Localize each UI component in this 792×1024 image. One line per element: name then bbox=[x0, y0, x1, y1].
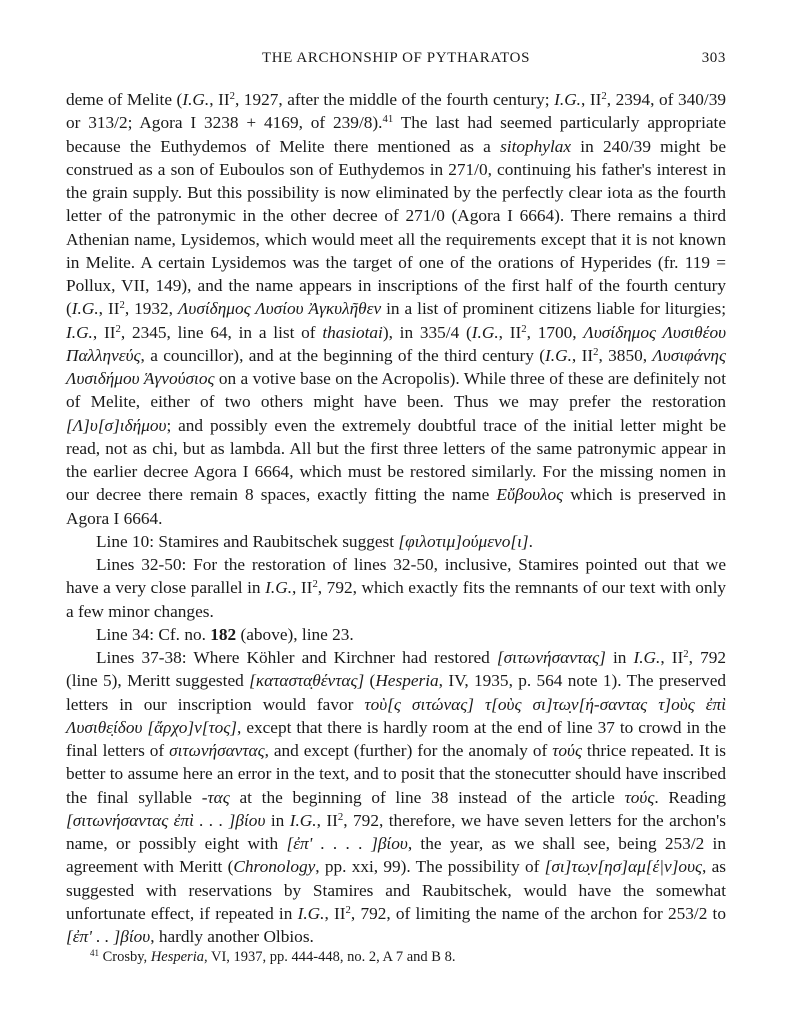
footnote-number: 41 bbox=[90, 948, 99, 959]
superscript-2: 2 bbox=[115, 322, 121, 335]
text-span: , and except (further) for the anomaly of bbox=[264, 741, 553, 760]
greek-text: [καταστα̣θέντας] bbox=[249, 671, 365, 691]
term-thasiotai: thasiotai bbox=[322, 322, 383, 342]
superscript-2: 2 bbox=[601, 90, 607, 103]
body-text bbox=[66, 88, 726, 948]
greek-text: τούς bbox=[624, 787, 655, 807]
text-span: , the year, as we shall see, being 253/2 in agreement with Meritt ( bbox=[66, 834, 726, 877]
citation-ig: I.G. bbox=[66, 322, 93, 342]
greek-text: σιτωνήσαντας bbox=[169, 741, 265, 760]
footnote-41 bbox=[90, 948, 730, 966]
text-span: , pp. xxi, 99). The possibility of bbox=[315, 857, 545, 877]
citation-ig: I.G. bbox=[554, 90, 582, 109]
book-chronology: Chronology bbox=[233, 857, 316, 877]
text-span: , 3850, bbox=[598, 345, 653, 365]
paragraph-1 bbox=[66, 88, 726, 530]
superscript-2: 2 bbox=[337, 810, 344, 823]
running-title: THE ARCHONSHIP OF PYTHARATOS bbox=[261, 50, 531, 66]
page-number: 303 bbox=[701, 50, 726, 66]
greek-text: -τας bbox=[201, 787, 230, 807]
greek-text: [σι]τω̣ν[ησ]αμ[έ|ν]ους bbox=[544, 857, 703, 877]
greek-text: τοὺ[ς σιτώνας] τ[οὺς σι]τω̣ν[ή-σαντας τ]οὺς ἐπὶ Λυσιθε̣ίδου [ἄρχο]ν[τος] bbox=[66, 694, 726, 737]
superscript-2: 2 bbox=[521, 322, 527, 335]
greek-text: Λυσίδημος Λυσίου Ἀγκυλῆθεν bbox=[177, 299, 382, 319]
text-span: , hardly another Olbios. bbox=[150, 927, 314, 946]
text-span: in a list of prominent citizens liable for liturgies; bbox=[381, 299, 727, 319]
text-span: , II bbox=[92, 322, 116, 342]
text-span: The last had seemed particularly appropriate because the Euthydemos of Melite there mentioned as a bbox=[66, 113, 727, 156]
text-span: , IV, 1935, p. 564 note 1). The preserved letters in our inscription would favor bbox=[66, 671, 727, 714]
text-span: Lines 37-38: Where Köhler and Kirchner had restored bbox=[96, 648, 497, 667]
text-span: , 792, which exactly fits the remnants of our text with only a few minor changes. bbox=[66, 578, 727, 621]
greek-text: [σιτωνήσαντας ἐπὶ . . . ]βίου bbox=[66, 810, 266, 830]
citation-ig: I.G. bbox=[545, 345, 572, 365]
greek-text: Εὔβουλος bbox=[496, 485, 564, 505]
term-sitophylax: sitophylax bbox=[500, 136, 572, 156]
text-span: , VI, 1937, pp. 444-448, no. 2, A 7 and B 8. bbox=[203, 949, 456, 965]
superscript-2: 2 bbox=[345, 903, 351, 916]
text-span: , a councillor), and at the beginning of the third century ( bbox=[140, 345, 546, 365]
citation-ig: I.G. bbox=[71, 299, 99, 319]
text-span: thrice repeated. It is better to assume here an error in the text, and to posit that the stonecutter should have inscribed the final syllable bbox=[66, 741, 726, 807]
text-span: , 1927, after the middle of the fourth century; bbox=[234, 90, 555, 109]
greek-text: [Λ]υ[σ]ιδήμου bbox=[66, 415, 167, 435]
paragraph-lines-37-38 bbox=[66, 646, 726, 948]
text-span: Crosby, bbox=[98, 949, 151, 965]
superscript-2: 2 bbox=[593, 345, 599, 358]
text-span: , 792 (line 5), Meritt suggested bbox=[66, 648, 726, 691]
journal-hesperia: Hesperia bbox=[150, 949, 204, 965]
text-span: in 240/39 might be construed as a son of Euboulos son of Euthydemos in 271/0, continuing his father's interest in the grain supply. But this possibility is now eliminated by the perfectly clear iota as the fourth letter of the patronymic in the other decree of 271/0 (Agora I 6664). There remains a third Athenian name, Lysidemos, which would meet all the requirements except that it is not known in Melite. A certain Lysidemos was the target of one of the orations of Hyperides (fr. 119 = Pollux, VII, 149), and the name appears in inscriptions of the first half of the fourth century ( bbox=[66, 136, 726, 319]
text-span: deme of Melite ( bbox=[66, 90, 183, 109]
text-span: which is preserved in Agora I 6664. bbox=[66, 485, 726, 528]
paragraph-line-34 bbox=[66, 623, 726, 646]
greek-text: [φιλοτιμ]ούμενο[ι] bbox=[398, 531, 529, 551]
citation-ig: I.G. bbox=[471, 322, 499, 342]
text-span: , II bbox=[581, 90, 602, 109]
superscript-2: 2 bbox=[312, 578, 318, 591]
text-span: at the beginning of line 38 instead of the article bbox=[229, 787, 625, 807]
text-span: ; and possibly even the extremely doubtful trace of the initial letter might be read, not as chi, but as lambda. All but the first three letters of the same patronymic appear in the earlier decree Agora I 6664, which must be restored similarly. For the missing nomen in our decree there remain 8 spaces, exactly fitting the name bbox=[66, 415, 726, 505]
greek-text: [σιτωνήσαντας] bbox=[496, 648, 606, 667]
text-span: , 1700, bbox=[526, 322, 584, 342]
text-span: Line 34: Cf. no. bbox=[96, 624, 211, 644]
text-span: , II bbox=[324, 903, 346, 923]
citation-ig: I.G. bbox=[182, 90, 210, 109]
text-span: (above), line 23. bbox=[236, 624, 354, 644]
greek-text: [ἐπ' . . ]βίου bbox=[66, 927, 151, 946]
text-span: , except that there is hardly room at the end of line 37 to crowd in the final letters of bbox=[66, 717, 726, 760]
greek-text: Λυσιφάνης Λυσιδήμου Ἁγνούσιος bbox=[66, 345, 727, 388]
greek-text: Λυσίδημος Λυσιθέου Παλληνεύς bbox=[66, 322, 727, 365]
text-span: in bbox=[605, 648, 634, 667]
citation-ig: I.G. bbox=[289, 810, 317, 830]
text-span: , II bbox=[209, 90, 230, 109]
citation-ig: I.G. bbox=[633, 648, 661, 667]
text-span: , II bbox=[571, 345, 594, 365]
superscript-2: 2 bbox=[683, 648, 689, 661]
text-span: , 792, therefore, we have seven letters for the archon's name, or possibly eight with bbox=[66, 810, 726, 853]
text-span: , II bbox=[292, 578, 313, 598]
citation-ig: I.G. bbox=[265, 578, 293, 598]
text-span: ), in 335/4 ( bbox=[382, 322, 472, 342]
text-span: , 1932, bbox=[124, 299, 178, 319]
citation-ig: I.G. bbox=[297, 903, 325, 923]
footnote-reference: 41 bbox=[382, 113, 394, 126]
text-span: in bbox=[265, 810, 290, 830]
greek-text: [ἐπ' . . . . ]βίου bbox=[286, 834, 408, 853]
running-head bbox=[66, 50, 726, 72]
text-span: on a votive base on the Acropolis). While three of these are definitely not of Melite, either of two others might have been. Thus we may prefer the restoration bbox=[66, 369, 727, 412]
text-span: , 792, of limiting the name of the archon for 253/2 to bbox=[350, 903, 727, 923]
text-span: , as suggested with reservations by Stamires and Raubitschek, would have the somewhat unfortunate effect, if repeated in bbox=[66, 857, 726, 923]
superscript-2: 2 bbox=[229, 90, 235, 103]
paragraph-lines-32-50 bbox=[66, 553, 726, 623]
text-span: ( bbox=[364, 671, 376, 691]
text-span: , II bbox=[498, 322, 522, 342]
reference-number: 182 bbox=[210, 624, 237, 644]
text-span: Lines 32-50: For the restoration of lines 32-50, inclusive, Stamires pointed out that we have a very close parallel in bbox=[66, 555, 726, 598]
text-span: . bbox=[528, 531, 533, 551]
text-span: Line 10: Stamires and Raubitschek suggest bbox=[96, 531, 399, 551]
text-span: , 2345, line 64, in a list of bbox=[120, 322, 323, 342]
greek-text: τούς bbox=[552, 741, 582, 760]
journal-hesperia: Hesperia bbox=[375, 671, 439, 691]
paragraph-line-10 bbox=[66, 530, 726, 553]
superscript-2: 2 bbox=[119, 299, 125, 312]
text-span: , 2394, of 340/39 or 313/2; Agora I 3238 + 4169, of 239/8). bbox=[66, 90, 726, 133]
text-span: , II bbox=[98, 299, 120, 319]
text-span: , II bbox=[316, 810, 338, 830]
text-span: , II bbox=[660, 648, 684, 667]
text-span: . Reading bbox=[654, 787, 726, 807]
